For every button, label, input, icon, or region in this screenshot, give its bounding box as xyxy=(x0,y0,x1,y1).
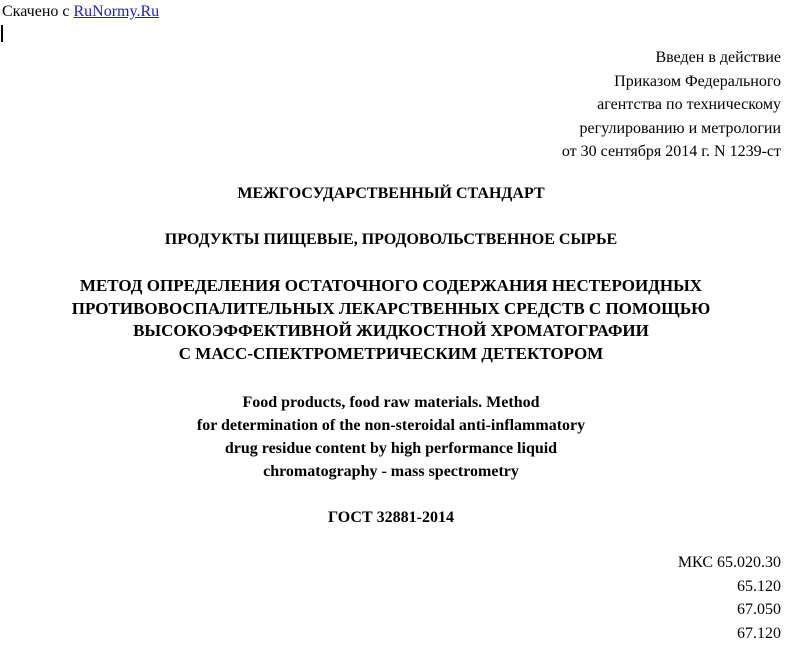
enactment-note xyxy=(562,46,781,164)
standard-type-heading xyxy=(0,183,782,205)
source-link[interactable]: RuNormy.Ru xyxy=(73,3,159,20)
enactment-line: Приказом Федерального xyxy=(562,70,781,94)
russian-title xyxy=(0,275,782,365)
russian-title-line: ПРОТИВОВОСПАЛИТЕЛЬНЫХ ЛЕКАРСТВЕННЫХ СРЕДСТВ С ПОМОЩЬЮ xyxy=(0,298,782,321)
source-prefix: Скачено с xyxy=(2,3,69,20)
enactment-line: Введен в действие xyxy=(562,46,781,70)
russian-title-line: С МАСС-СПЕКТРОМЕТРИЧЕСКИМ ДЕТЕКТОРОМ xyxy=(0,343,782,366)
mks-code: МКС 65.020.30 xyxy=(678,551,781,575)
product-group-heading xyxy=(0,229,782,251)
english-title-line: chromatography - mass spectrometry xyxy=(0,460,782,483)
russian-title-line: МЕТОД ОПРЕДЕЛЕНИЯ ОСТАТОЧНОГО СОДЕРЖАНИЯ НЕСТЕРОИДНЫХ xyxy=(0,275,782,298)
english-title-line: for determination of the non-steroidal anti-inflammatory xyxy=(0,414,782,437)
gost-number xyxy=(0,507,782,529)
mks-codes xyxy=(678,551,781,645)
mks-code: 65.120 xyxy=(678,575,781,599)
english-title xyxy=(0,391,782,483)
gost-number-text: ГОСТ 32881-2014 xyxy=(0,507,782,529)
enactment-line: регулированию и метрологии xyxy=(562,117,781,141)
mks-code: 67.120 xyxy=(678,622,781,645)
english-title-line: drug residue content by high performance liquid xyxy=(0,437,782,460)
text-cursor xyxy=(1,25,3,42)
enactment-line: агентства по техническому xyxy=(562,93,781,117)
standard-type-text: МЕЖГОСУДАРСТВЕННЫЙ СТАНДАРТ xyxy=(0,183,782,205)
enactment-line: от 30 сентября 2014 г. N 1239-ст xyxy=(562,140,781,164)
english-title-line: Food products, food raw materials. Method xyxy=(0,391,782,414)
product-group-text: ПРОДУКТЫ ПИЩЕВЫЕ, ПРОДОВОЛЬСТВЕННОЕ СЫРЬЕ xyxy=(0,229,782,251)
mks-code: 67.050 xyxy=(678,598,781,622)
source-line xyxy=(2,2,159,22)
russian-title-line: ВЫСОКОЭФФЕКТИВНОЙ ЖИДКОСТНОЙ ХРОМАТОГРАФИИ xyxy=(0,320,782,343)
